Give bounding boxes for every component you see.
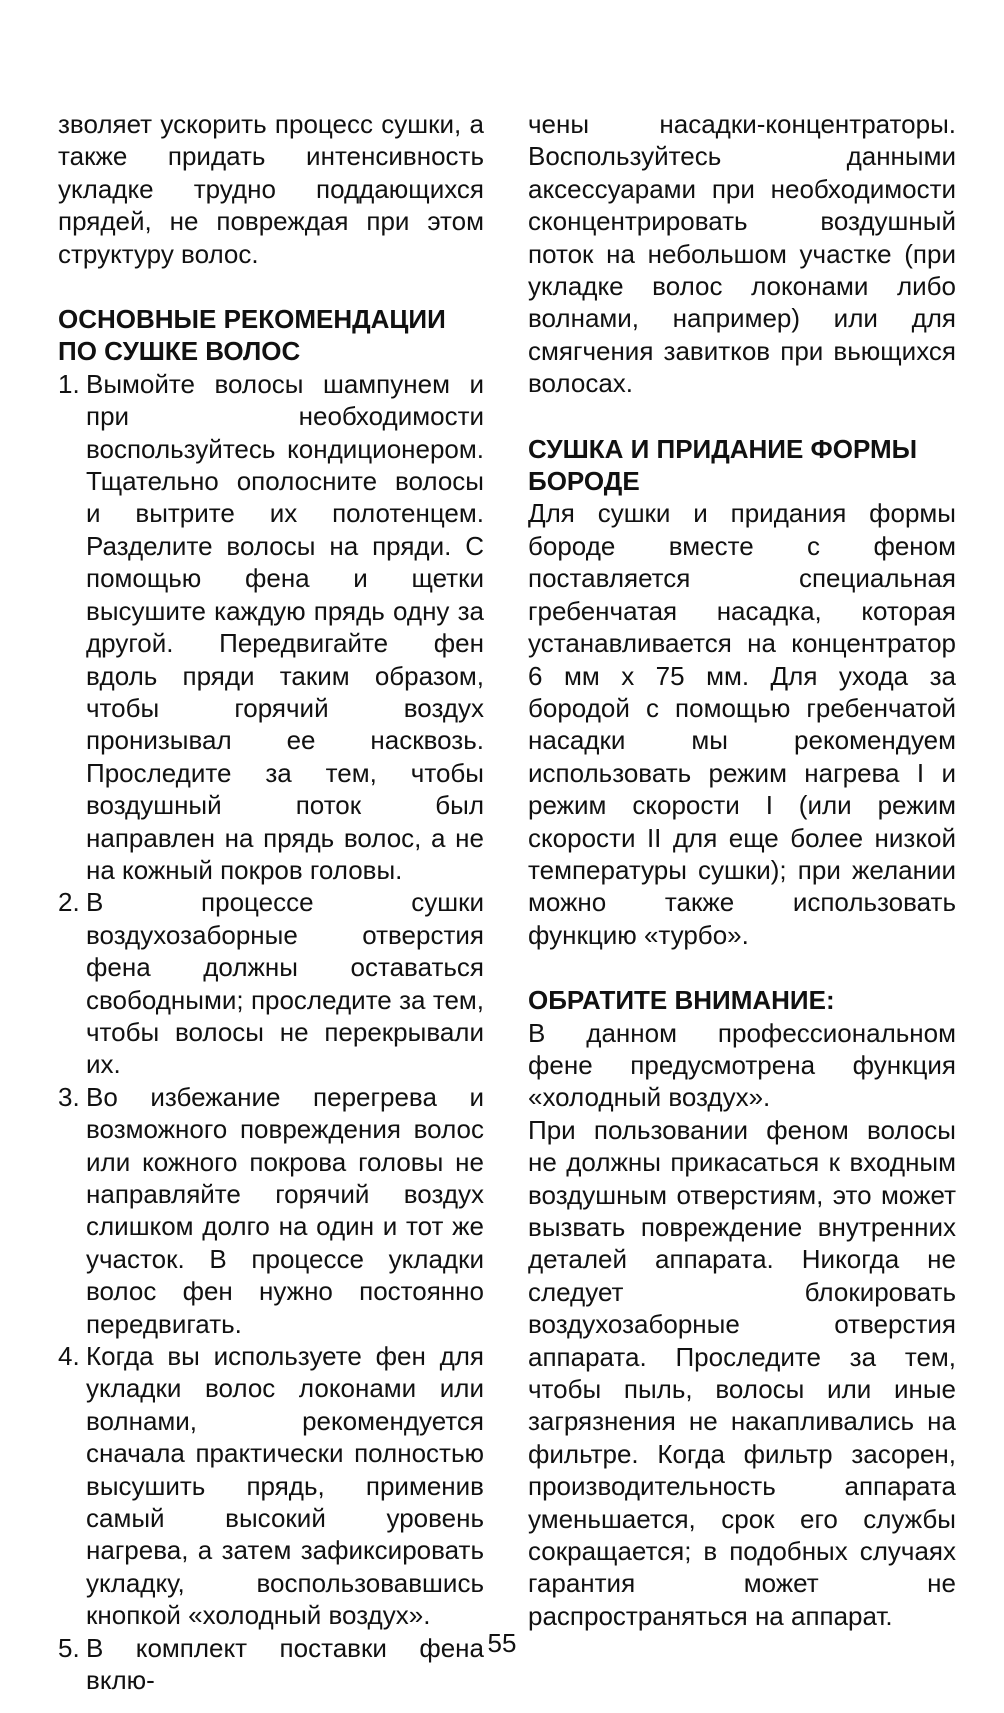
list-item: [58, 1081, 484, 1340]
attention-heading: ОБРАТИТЕ ВНИМАНИЕ:: [528, 985, 835, 1016]
left-column: [58, 108, 484, 1697]
list-item: [58, 886, 484, 1080]
list-item: [58, 368, 484, 887]
list-item-text: В комплект поставки фена вклю-: [86, 1632, 484, 1696]
list-item-text: Во избежание перегрева и возможного повреждения волос или кожного покрова головы не направляйте горячий воздух слишком долго на один и тот же участок. В процессе укладки волос фен нужно постоянно передвигать.: [86, 1081, 484, 1339]
list-item-number: 5.: [58, 1632, 80, 1663]
list-item-text: Когда вы используете фен для укладки волос локонами или волнами, рекомендуется сначала практически полностью высушить прядь, применив самый высокий уровень нагрева, а затем зафиксировать укладку, воспользовавшись кнопкой «холодный воздух».: [86, 1341, 484, 1631]
attention-paragraph-1: В данном профессиональном фене предусмотрена функция «холодный воздух».: [528, 1017, 956, 1113]
right-column: [528, 108, 956, 1632]
continuation-paragraph: чены насадки-концентраторы. Воспользуйтесь данными аксессуарами при необходимости сконцентрировать воздушный поток на небольшом участке (при укладке волос локонами либо волнами, например) или для смягчения завитков при вьющихся волосах.: [528, 109, 956, 399]
recommendations-heading: ОСНОВНЫЕ РЕКОМЕНДАЦИИ ПО СУШКЕ ВОЛОС: [58, 304, 446, 367]
list-item-number: 1.: [58, 368, 80, 399]
intro-paragraph: зволяет ускорить процесс сушки, а также придать интенсивность укладке трудно поддающихся прядей, не повреждая при этом структуру волос.: [58, 109, 484, 269]
page-number: 55: [487, 1628, 517, 1658]
list-item-text: В процессе сушки воздухозаборные отверстия фена должны оставаться свободными; проследите за тем, чтобы волосы не перекрывали их.: [86, 887, 484, 1080]
beard-paragraph: Для сушки и придания формы бороде вместе с феном поставляется специальная гребенчатая насадка, которая устанавливается на концентратор 6 мм х 75 мм. Для ухода за бородой с помощью гребенчатой насадки мы рекомендуем использовать режим нагрева I и режим скорости I (или режим скорости II для еще более низкой температуры сушки); при желании можно также использовать функцию «турбо».: [528, 498, 956, 950]
list-item-number: 3.: [58, 1081, 80, 1112]
list-item-text: Вымойте волосы шампунем и при необходимости воспользуйтесь кондиционером. Тщательно ополосните волосы и вытрите их полотенцем. Разделите волосы на пряди. С помощью фена и щетки высушите каждую прядь одну за другой. Передвигайте фен вдоль пряди таким образом, чтобы горячий воздух пронизывал ее насквозь. Проследите за тем, чтобы воздушный поток был направлен на прядь волос, а не на кожный покров головы.: [86, 368, 484, 885]
list-item: [58, 1340, 484, 1632]
attention-paragraph-2: При пользовании феном волосы не должны прикасаться к входным воздушным отверстиям, это может вызвать повреждение внутренних деталей аппарата. Никогда не следует блокировать воздухозаборные отверстия аппарата. Проследите за тем, чтобы пыль, волосы или иные загрязнения не накапливались на фильтре. Когда фильтр засорен, производительность аппарата уменьшается, срок его службы сокращается; в подобных случаях гарантия может не распространяться на аппарат.: [528, 1114, 956, 1631]
beard-heading: СУШКА И ПРИДАНИЕ ФОРМЫ БОРОДЕ: [528, 433, 918, 497]
list-item-number: 4.: [58, 1341, 80, 1372]
recommendations-list: [58, 368, 484, 1697]
list-item-number: 2.: [58, 887, 80, 918]
